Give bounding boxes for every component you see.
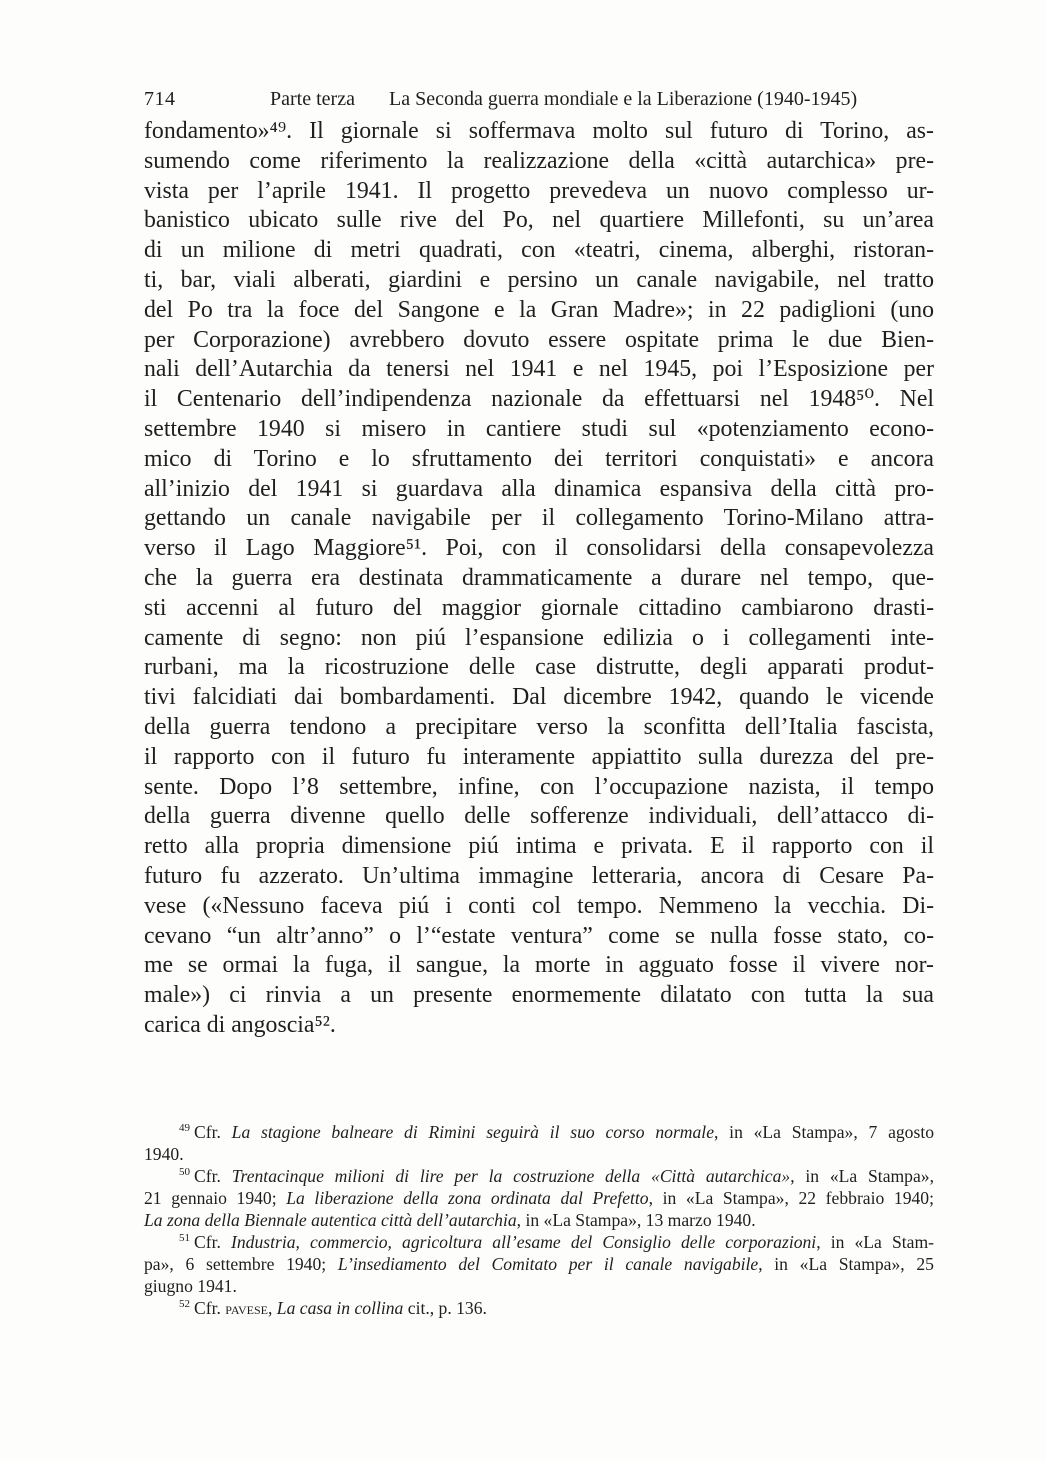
footnote-text: pa», 6 settembre 1940;	[144, 1254, 338, 1274]
footnote-title: La zona della Biennale autentica città dell’autarchia	[144, 1210, 517, 1230]
body-line: all’inizio del 1941 si guardava alla dinamica espansiva della città pro-	[144, 475, 934, 502]
footnote-title: Trentacinque milioni di lire per la costruzione della «Città autarchica»	[231, 1166, 791, 1186]
footnote-line	[144, 1143, 934, 1165]
footnote-text: , in «La Stampa», 7 agosto	[714, 1122, 934, 1142]
body-line: sente. Dopo l’8 settembre, infine, con l’occupazione nazista, il tempo	[144, 773, 934, 800]
footnote-number: 49	[179, 1122, 190, 1134]
body-line: verso il Lago Maggiore⁵¹. Poi, con il consolidarsi della consapevolezza	[144, 535, 934, 562]
body-line: carica di angoscia⁵².	[144, 1011, 336, 1038]
footnote-line	[144, 1275, 934, 1297]
footnote-text: , in «La Stampa», 25	[758, 1254, 934, 1274]
body-line: me se ormai la fuga, il sangue, la morte in agguato fosse il vivere nor-	[144, 952, 934, 979]
body-line: nali dell’Autarchia da tenersi nel 1941 e nel 1945, poi l’Esposizione per	[144, 356, 934, 383]
footnote-text: giugno 1941.	[144, 1276, 237, 1296]
body-line: banistico ubicato sulle rive del Po, nel quartiere Millefonti, su un’area	[144, 207, 934, 234]
page-number: 714	[144, 88, 176, 110]
chapter-title: La Seconda guerra mondiale e la Liberazione (1940-1945)	[389, 88, 858, 110]
body-line: gettando un canale navigabile per il collegamento Torino-Milano attra-	[144, 505, 934, 532]
body-line: che la guerra era destinata drammaticamente a durare nel tempo, que-	[144, 564, 934, 591]
footnote-line	[144, 1187, 934, 1209]
footnote-text: Cfr.	[194, 1232, 231, 1252]
body-line: della guerra divenne quello delle sofferenze individuali, dell’attacco di-	[144, 803, 934, 830]
body-text	[144, 117, 934, 1041]
footnote-line	[144, 1121, 934, 1143]
body-line: retto alla propria dimensione piú intima e privata. E il rapporto con il	[144, 833, 934, 860]
footnotes	[144, 1121, 934, 1319]
footnote-title: La stagione balneare di Rimini seguirà il suo corso normale	[231, 1122, 715, 1142]
body-line: futuro fu azzerato. Un’ultima immagine letteraria, ancora di Cesare Pa-	[144, 862, 934, 889]
body-line: sti accenni al futuro del maggior giornale cittadino cambiarono drasti-	[144, 594, 934, 621]
footnote-title: Industria, commercio, agricoltura all’esame del Consiglio delle corporazioni	[231, 1232, 817, 1252]
body-line: settembre 1940 si misero in cantiere studi sul «potenziamento econo-	[144, 415, 934, 442]
footnote-text: cit., p. 136.	[403, 1298, 487, 1318]
footnote-line	[144, 1253, 934, 1275]
footnote	[144, 1297, 934, 1319]
footnote-text: , in «La Stampa»,	[790, 1166, 934, 1186]
footnote-text: 1940.	[144, 1144, 184, 1164]
body-line: cevano “un altr’anno” o l’“estate ventura” come se nulla fosse stato, co-	[144, 922, 934, 949]
footnote-number: 50	[179, 1166, 190, 1178]
footnote-number: 52	[179, 1298, 190, 1310]
body-line: camente di segno: non piú l’espansione edilizia o i collegamenti inte-	[144, 624, 934, 651]
body-line: fondamento»⁴⁹. Il giornale si soffermava molto sul futuro di Torino, as-	[144, 118, 934, 144]
footnote	[144, 1121, 934, 1165]
footnote-title: La liberazione della zona ordinata dal Prefetto	[286, 1188, 649, 1208]
footnote-text: ,	[267, 1298, 277, 1318]
body-line: del Po tra la foce del Sangone e la Gran Madre»; in 22 padiglioni (uno	[144, 296, 934, 323]
body-line: sumendo come riferimento la realizzazione della «città autarchica» pre-	[144, 147, 934, 174]
footnote-title: La casa in collina	[276, 1298, 404, 1318]
footnote-text: , in «La Stam-	[816, 1232, 934, 1252]
footnote-line	[144, 1297, 934, 1319]
body-line: per Corporazione) avrebbero dovuto essere ospitate prima le due Bien-	[144, 326, 934, 353]
footnote-text: Cfr.	[194, 1298, 226, 1318]
footnote-text: , in «La Stampa», 13 marzo 1940.	[516, 1210, 756, 1230]
footnote-line	[144, 1231, 934, 1253]
body-line: il Centenario dell’indipendenza nazionale da effettuarsi nel 1948⁵⁰. Nel	[144, 386, 934, 413]
running-head	[144, 86, 934, 112]
body-line: di un milione di metri quadrati, con «teatri, cinema, alberghi, ristoran-	[144, 237, 934, 264]
body-line: rurbani, ma la ricostruzione delle case distrutte, degli apparati produt-	[144, 654, 934, 681]
body-line: tivi falcidiati dai bombardamenti. Dal dicembre 1942, quando le vicende	[144, 684, 934, 711]
footnote-line	[144, 1165, 934, 1187]
footnote-line	[144, 1209, 934, 1231]
footnote	[144, 1165, 934, 1231]
footnote-text: 21 gennaio 1940;	[144, 1188, 287, 1208]
body-line: mico di Torino e lo sfruttamento dei territori conquistati» e ancora	[144, 445, 934, 472]
section-label: Parte terza	[270, 88, 355, 110]
body-line: il rapporto con il futuro fu interamente appiattito sulla durezza del pre-	[144, 743, 934, 770]
footnote-number: 51	[179, 1232, 190, 1244]
footnote-text: Cfr.	[194, 1166, 232, 1186]
body-line: male») ci rinvia a un presente enormemente dilatato con tutta la sua	[144, 982, 934, 1009]
footnote-text: pavese	[225, 1298, 268, 1318]
body-line: ti, bar, viali alberati, giardini e persino un canale navigabile, nel tratto	[144, 266, 934, 293]
body-line: della guerra tendono a precipitare verso la sconfitta dell’Italia fascista,	[144, 713, 934, 740]
footnote-title: L’insediamento del Comitato per il canale navigabile	[337, 1254, 759, 1274]
body-line: vese («Nessuno faceva piú i conti col tempo. Nemmeno la vecchia. Di-	[144, 892, 934, 919]
footnote	[144, 1231, 934, 1297]
footnote-text: Cfr.	[194, 1122, 232, 1142]
body-line: vista per l’aprile 1941. Il progetto prevedeva un nuovo complesso ur-	[144, 177, 934, 204]
footnote-text: , in «La Stampa», 22 febbraio 1940;	[648, 1188, 934, 1208]
